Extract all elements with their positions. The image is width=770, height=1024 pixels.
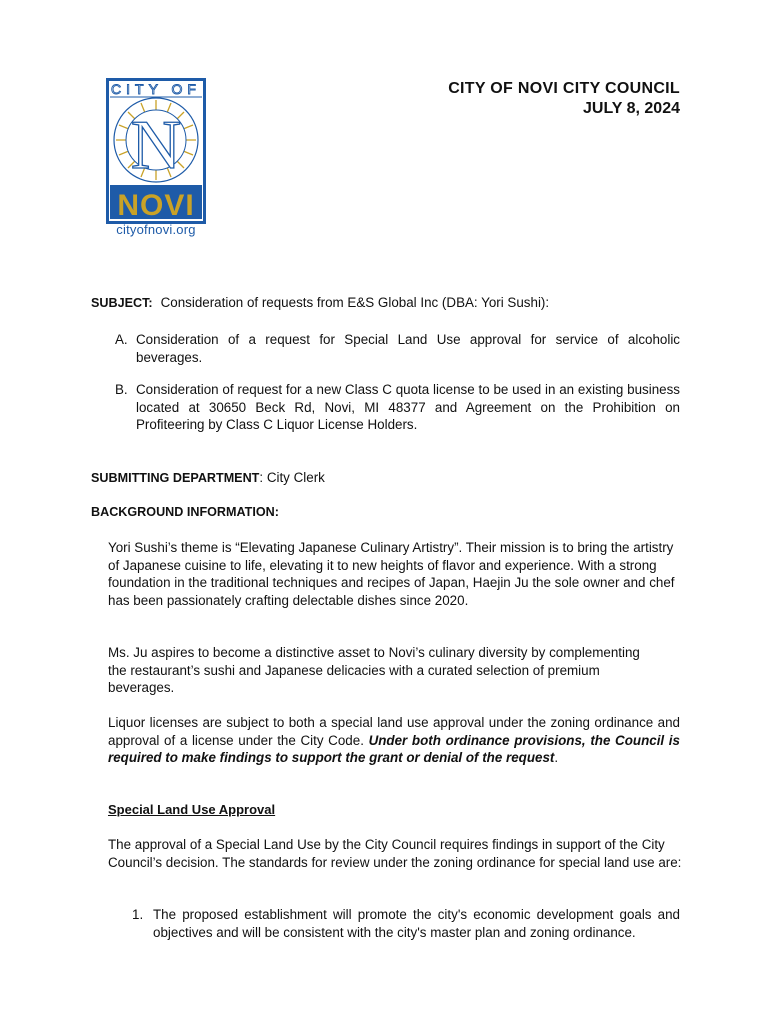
header-date: JULY 8, 2024 [583,100,680,117]
background-paragraph-3 [108,714,680,767]
standard-item-1-text: The proposed establishment will promote the city's economic development goals and objectives and will be consistent with the city's master plan and zoning ordinance. [153,907,680,940]
background-p3-bold: Under both ordinance provisions, the Council is required to make findings to support the grant or denial of the request [108,732,680,766]
subject-item-b-text: Consideration of request for a new Class C quota license to be used in an existing business located at 30650 Beck Rd, Novi, MI 48377 and Agreement on the Prohibition on Profiteering by Class C Liquor License Holders. [136,382,680,433]
logo-url: cityofnovi.org [116,222,196,237]
department-value: : City Clerk [259,470,325,485]
background-p3-end: . [554,750,559,766]
subject-item-b-letter: B. [115,382,128,397]
subject-item-a-letter: A. [115,332,128,347]
city-of-novi-logo [106,78,206,238]
background-heading: BACKGROUND INFORMATION: [91,505,279,519]
document-header [448,79,680,119]
background-p3-plain: Liquor licenses are subject to both a special land use approval under the zoning ordinance and approval of a license under the City Code. [108,715,680,748]
background-paragraph-1: Yori Sushi’s theme is “Elevating Japanese Culinary Artistry”. Their mission is to bring the artistry of Japanese cuisine to life, elevating it to new heights of flavor and experience. With a strong foundation in the traditional techniques and recipes of Japan, Haejin Ju the sole owner and chef has been passionately crafting delectable dishes since 2020. [108,540,675,608]
header-title: CITY OF NOVI CITY COUNCIL [448,80,680,97]
special-land-use-intro: The approval of a Special Land Use by the City Council requires findings in support of the City Council’s decision. The standards for review under the zoning ordinance for special land use are: [108,837,682,870]
subject-text: Consideration of requests from E&S Global Inc (DBA: Yori Sushi): [160,295,550,310]
special-land-use-heading-text: Special Land Use Approval [108,802,276,817]
logo-top-text: CITY OF [111,81,201,97]
logo-letter: N [130,107,182,184]
logo-bottom-text: NOVI [117,189,195,222]
background-paragraph-2: Ms. Ju aspires to become a distinctive asset to Novi’s culinary diversity by complementing the restaurant’s sushi and Japanese delicacies with a curated selection of premium beverages. [108,645,640,696]
subject-item-a-text: Consideration of a request for Special Land Use approval for service of alcoholic beverages. [136,332,680,365]
submitting-department [91,469,325,488]
standard-item-1-number: 1. [132,907,144,922]
department-label: SUBMITTING DEPARTMENT [91,471,260,485]
special-land-use-heading [108,801,275,819]
subject-line [91,294,691,313]
subject-label: SUBJECT: [91,296,153,310]
